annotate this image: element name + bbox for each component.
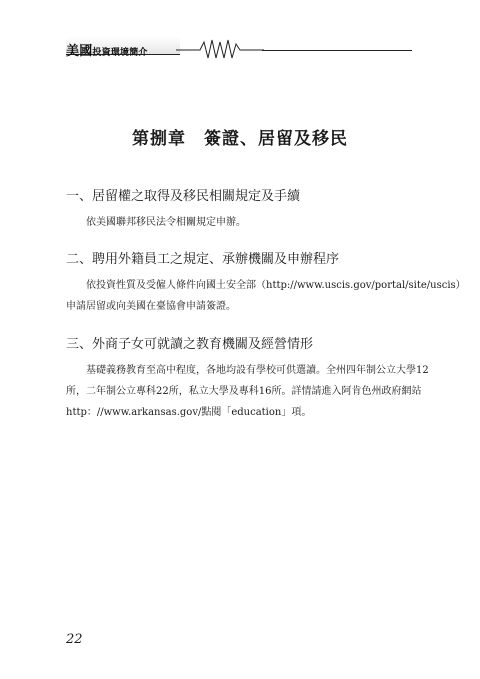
- section-body-3: [66, 360, 429, 423]
- paragraph-line: http：//www.arkansas.gov/點閱「education」項。: [66, 407, 312, 418]
- running-header-sub: 投資環境簡介: [92, 48, 148, 58]
- paragraph-line: 所，二年制公立專科22所，私立大學及專科16所。詳情請進入阿肯色州政府網站: [66, 386, 422, 397]
- section-heading-1: 一、居留權之取得及移民相關規定及手續: [66, 189, 301, 204]
- paragraph-line: 基礎義務教育至高中程度，各地均設有學校可供選讀。全州四年制公立大學12: [86, 365, 429, 376]
- section-heading-2: 二、聘用外籍員工之規定、承辦機關及申辦程序: [66, 252, 340, 267]
- section-body-1: [66, 212, 416, 233]
- paragraph-line: 依美國聯邦移民法令相關規定申辦。: [86, 217, 246, 228]
- paragraph-line: 申請居留或向美國在臺協會申請簽證。: [66, 301, 236, 312]
- heartbeat-wave-icon: [176, 36, 264, 62]
- running-header: [66, 40, 148, 59]
- header-divider: [262, 50, 412, 51]
- running-header-main: 美國: [66, 44, 93, 59]
- page-number: 22: [66, 632, 83, 647]
- section-body-2: [66, 275, 466, 317]
- section-heading-3: 三、外商子女可就讀之教育機關及經營情形: [66, 337, 314, 352]
- paragraph-line: 依投資性質及受僱人條件向國土安全部（http://www.uscis.gov/portal/site/uscis）: [86, 280, 466, 291]
- chapter-title: 第捌章 簽證、居留及移民: [132, 129, 348, 149]
